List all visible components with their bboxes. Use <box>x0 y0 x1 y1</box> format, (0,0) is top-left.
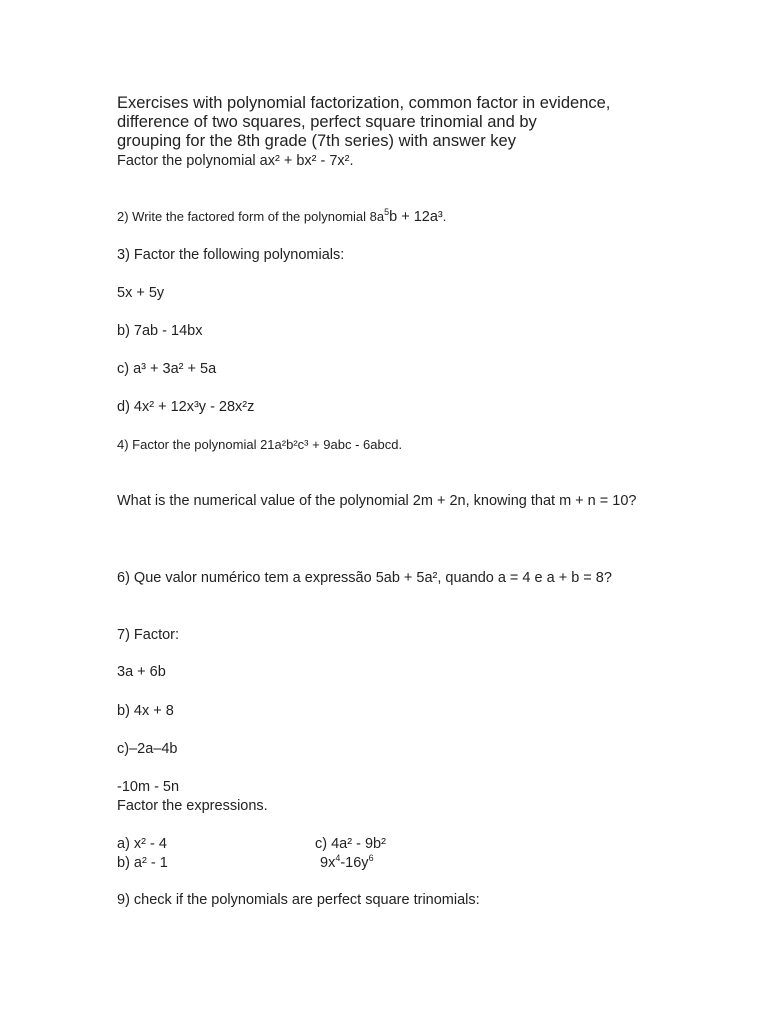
question-7-item: c)–2a–4b <box>117 741 178 757</box>
question-2-prefix: 2) Write the factored form of the polynomial 8a <box>117 209 385 224</box>
question-7-item: b) 4x + 8 <box>117 703 174 719</box>
question-8-item-b: b) a² - 1 <box>117 855 168 871</box>
question-2-suffix: . <box>442 209 447 224</box>
question-8-item-d <box>320 854 374 872</box>
question-6: 6) Que valor numérico tem a expressão 5ab + 5a², quando a = 4 e a + b = 8? <box>117 570 612 586</box>
title-line-3: grouping for the 8th grade (7th series) with answer key <box>117 132 516 150</box>
question-3-heading: 3) Factor the following polynomials: <box>117 247 345 263</box>
question-8-item-d-exponent-1: 4 <box>335 853 341 863</box>
question-9: 9) check if the polynomials are perfect square trinomials: <box>117 892 480 908</box>
question-3-item: b) 7ab - 14bx <box>117 323 203 339</box>
question-8-item-a: a) x² - 4 <box>117 836 167 852</box>
question-3-item: c) a³ + 3a² + 5a <box>117 361 217 377</box>
question-8-item-d-middle: -16y <box>340 855 369 871</box>
question-3-item: d) 4x² + 12x³y - 28x²z <box>117 399 255 415</box>
question-7-item: -10m - 5n <box>117 779 180 795</box>
question-2 <box>117 208 446 226</box>
question-8-item-c: c) 4a² - 9b² <box>315 836 386 852</box>
title-line-1: Exercises with polynomial factorization, common factor in evidence, <box>117 94 611 112</box>
question-4: 4) Factor the polynomial 21a²b²c³ + 9abc - 6abcd. <box>117 437 403 452</box>
question-2-middle: b + 12a³ <box>389 209 443 225</box>
question-8-heading: Factor the expressions. <box>117 798 268 814</box>
title-line-2: difference of two squares, perfect square trinomial and by <box>117 113 537 131</box>
question-8-item-d-exponent-2: 6 <box>368 853 374 863</box>
question-2-exponent: 5 <box>384 207 390 217</box>
question-3-item: 5x + 5y <box>117 285 165 301</box>
question-5: What is the numerical value of the polynomial 2m + 2n, knowing that m + n = 10? <box>117 493 637 509</box>
question-1: Factor the polynomial ax² + bx² - 7x². <box>117 153 354 169</box>
question-7-heading: 7) Factor: <box>117 627 180 643</box>
question-7-item: 3a + 6b <box>117 664 166 680</box>
question-8-item-d-base: 9x <box>320 855 336 871</box>
